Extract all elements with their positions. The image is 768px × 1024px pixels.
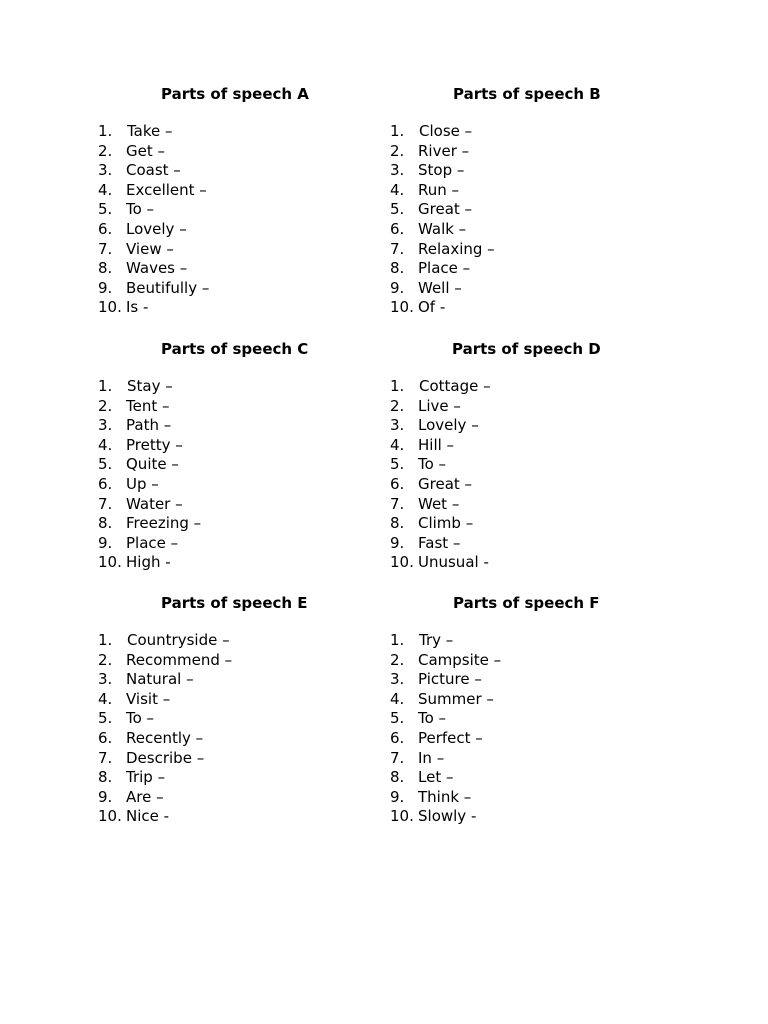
item-number: 9. (390, 787, 405, 806)
list-item (390, 749, 501, 769)
item-number: 4. (98, 180, 113, 199)
item-number: 1. (98, 122, 113, 140)
list-item (390, 200, 495, 220)
item-word: Run – (418, 180, 460, 199)
list-item (390, 416, 491, 436)
list-item (98, 298, 209, 318)
word-list (98, 377, 201, 573)
item-number: 4. (98, 435, 113, 454)
list-item (98, 416, 201, 436)
list-item (98, 436, 201, 456)
list-item (390, 553, 491, 573)
word-list (98, 631, 232, 827)
item-number: 8. (390, 768, 405, 787)
list-item (98, 788, 232, 808)
item-word: Visit – (126, 689, 171, 708)
list-item (98, 397, 201, 417)
item-number: 7. (98, 239, 113, 258)
list-item (98, 514, 201, 534)
list-item (390, 631, 501, 651)
list-item (98, 749, 232, 769)
list-item (98, 161, 209, 181)
item-number: 7. (390, 239, 405, 258)
list-item (390, 122, 495, 142)
list-item (390, 181, 495, 201)
item-word: Coast – (126, 161, 181, 180)
list-item (390, 514, 491, 534)
list-item (390, 495, 491, 515)
item-word: Fast – (418, 533, 461, 552)
item-number: 5. (98, 455, 113, 474)
item-number: 1. (390, 377, 405, 395)
item-word: Of - (418, 298, 446, 317)
parts-of-speech-block-c (98, 339, 358, 572)
list-item (390, 436, 491, 456)
item-word: To – (126, 200, 155, 219)
item-number: 6. (390, 474, 405, 493)
item-number: 2. (98, 141, 113, 160)
list-item (98, 279, 209, 299)
item-word: Great – (418, 200, 473, 219)
item-number: 2. (390, 396, 405, 415)
item-number: 4. (390, 180, 405, 199)
item-number: 6. (390, 219, 405, 238)
list-item (98, 807, 232, 827)
list-item (390, 298, 495, 318)
block-title: Parts of speech C (161, 340, 309, 358)
list-item (98, 122, 209, 142)
list-item (98, 220, 209, 240)
list-item (98, 455, 201, 475)
list-item (390, 142, 495, 162)
item-word: Campsite – (418, 650, 502, 669)
item-word: To – (418, 455, 447, 474)
parts-of-speech-block-a (98, 84, 358, 317)
item-word: Summer – (418, 689, 494, 708)
item-word: Hill – (418, 435, 455, 454)
item-word: Path – (126, 416, 172, 435)
list-item (390, 475, 491, 495)
word-list (390, 631, 501, 827)
item-number: 6. (98, 474, 113, 493)
item-word: Stop – (418, 161, 465, 180)
list-item (98, 553, 201, 573)
item-word: Freezing – (126, 514, 202, 533)
item-number: 1. (98, 377, 113, 395)
item-number: 10. (390, 298, 414, 317)
item-word: Think – (418, 787, 472, 806)
list-item (98, 729, 232, 749)
item-word: Perfect – (418, 728, 483, 747)
word-list (98, 122, 209, 318)
parts-of-speech-block-e (98, 593, 358, 826)
item-word: Up – (126, 474, 159, 493)
list-item (390, 455, 491, 475)
list-item (98, 200, 209, 220)
item-word: Get – (126, 141, 166, 160)
item-word: Quite – (126, 455, 179, 474)
item-number: 8. (98, 514, 113, 533)
item-word: View – (126, 239, 174, 258)
item-number: 8. (98, 259, 113, 278)
item-word: Take – (127, 122, 173, 140)
list-item (98, 142, 209, 162)
item-word: Tent – (126, 396, 170, 415)
block-title: Parts of speech D (452, 340, 601, 358)
item-word: Countryside – (127, 631, 230, 649)
item-word: Lovely – (126, 219, 187, 238)
list-item (98, 181, 209, 201)
item-word: Beutifully – (126, 278, 210, 297)
list-item (390, 377, 491, 397)
item-number: 9. (98, 533, 113, 552)
list-item (390, 259, 495, 279)
list-item (98, 670, 232, 690)
item-number: 4. (390, 435, 405, 454)
item-word: Try – (419, 631, 454, 649)
item-word: Water – (126, 494, 183, 513)
item-word: To – (418, 709, 447, 728)
item-word: Close – (419, 122, 473, 140)
item-number: 5. (390, 709, 405, 728)
list-item (390, 807, 501, 827)
item-number: 6. (98, 219, 113, 238)
item-word: Nice - (126, 807, 170, 826)
item-number: 8. (390, 514, 405, 533)
list-item (98, 377, 201, 397)
item-word: Recommend – (126, 650, 233, 669)
item-number: 5. (390, 455, 405, 474)
item-number: 3. (390, 670, 405, 689)
parts-of-speech-block-d (390, 339, 650, 572)
item-number: 7. (98, 494, 113, 513)
block-title: Parts of speech E (161, 594, 308, 612)
item-number: 6. (390, 728, 405, 747)
list-item (98, 259, 209, 279)
item-word: Let – (418, 768, 454, 787)
list-item (98, 651, 232, 671)
item-word: In – (418, 748, 445, 767)
item-number: 2. (390, 141, 405, 160)
block-title: Parts of speech A (161, 85, 309, 103)
item-word: Lovely – (418, 416, 479, 435)
list-item (98, 631, 232, 651)
item-number: 3. (98, 161, 113, 180)
item-word: Relaxing – (418, 239, 495, 258)
block-title: Parts of speech F (453, 594, 600, 612)
item-word: Is - (126, 298, 149, 317)
item-number: 10. (98, 807, 122, 826)
item-number: 3. (390, 161, 405, 180)
list-item (98, 709, 232, 729)
item-word: Great – (418, 474, 473, 493)
list-item (390, 534, 491, 554)
item-number: 2. (390, 650, 405, 669)
item-word: Waves – (126, 259, 188, 278)
item-word: Pretty – (126, 435, 183, 454)
item-number: 9. (390, 533, 405, 552)
list-item (98, 475, 201, 495)
list-item (98, 534, 201, 554)
item-number: 2. (98, 396, 113, 415)
item-number: 9. (390, 278, 405, 297)
list-item (390, 690, 501, 710)
item-number: 10. (98, 298, 122, 317)
item-number: 5. (390, 200, 405, 219)
item-word: Wet – (418, 494, 460, 513)
list-item (390, 670, 501, 690)
item-word: Picture – (418, 670, 482, 689)
item-number: 9. (98, 787, 113, 806)
list-item (390, 397, 491, 417)
item-number: 5. (98, 709, 113, 728)
list-item (390, 729, 501, 749)
item-word: Walk – (418, 219, 467, 238)
item-word: Natural – (126, 670, 194, 689)
list-item (390, 788, 501, 808)
item-number: 10. (390, 553, 414, 572)
item-number: 3. (390, 416, 405, 435)
list-item (390, 709, 501, 729)
list-item (390, 651, 501, 671)
item-word: Place – (418, 259, 471, 278)
parts-of-speech-block-b (390, 84, 650, 317)
item-word: Stay – (127, 377, 173, 395)
item-word: Place – (126, 533, 179, 552)
block-title: Parts of speech B (453, 85, 601, 103)
item-word: Excellent – (126, 180, 207, 199)
item-number: 9. (98, 278, 113, 297)
item-word: Unusual - (418, 553, 489, 572)
item-number: 7. (98, 748, 113, 767)
item-word: Well – (418, 278, 462, 297)
item-number: 3. (98, 670, 113, 689)
list-item (98, 768, 232, 788)
list-item (390, 220, 495, 240)
word-list (390, 377, 491, 573)
item-word: High - (126, 553, 171, 572)
item-number: 2. (98, 650, 113, 669)
item-number: 1. (390, 631, 405, 649)
parts-of-speech-block-f (390, 593, 650, 826)
word-list (390, 122, 495, 318)
item-number: 1. (98, 631, 113, 649)
list-item (390, 768, 501, 788)
list-item (390, 279, 495, 299)
item-word: Describe – (126, 748, 205, 767)
list-item (98, 690, 232, 710)
item-number: 4. (390, 689, 405, 708)
item-number: 7. (390, 748, 405, 767)
item-number: 7. (390, 494, 405, 513)
item-word: To – (126, 709, 155, 728)
item-number: 8. (98, 768, 113, 787)
item-number: 6. (98, 728, 113, 747)
item-word: Live – (418, 396, 461, 415)
list-item (98, 495, 201, 515)
list-item (98, 240, 209, 260)
item-number: 1. (390, 122, 405, 140)
item-number: 4. (98, 689, 113, 708)
item-word: Climb – (418, 514, 474, 533)
list-item (390, 240, 495, 260)
item-word: Trip – (126, 768, 166, 787)
item-word: River – (418, 141, 470, 160)
item-number: 8. (390, 259, 405, 278)
item-word: Are – (126, 787, 164, 806)
item-word: Recently – (126, 728, 204, 747)
item-word: Cottage – (419, 377, 491, 395)
item-number: 3. (98, 416, 113, 435)
item-word: Slowly - (418, 807, 477, 826)
list-item (390, 161, 495, 181)
item-number: 5. (98, 200, 113, 219)
item-number: 10. (390, 807, 414, 826)
item-number: 10. (98, 553, 122, 572)
